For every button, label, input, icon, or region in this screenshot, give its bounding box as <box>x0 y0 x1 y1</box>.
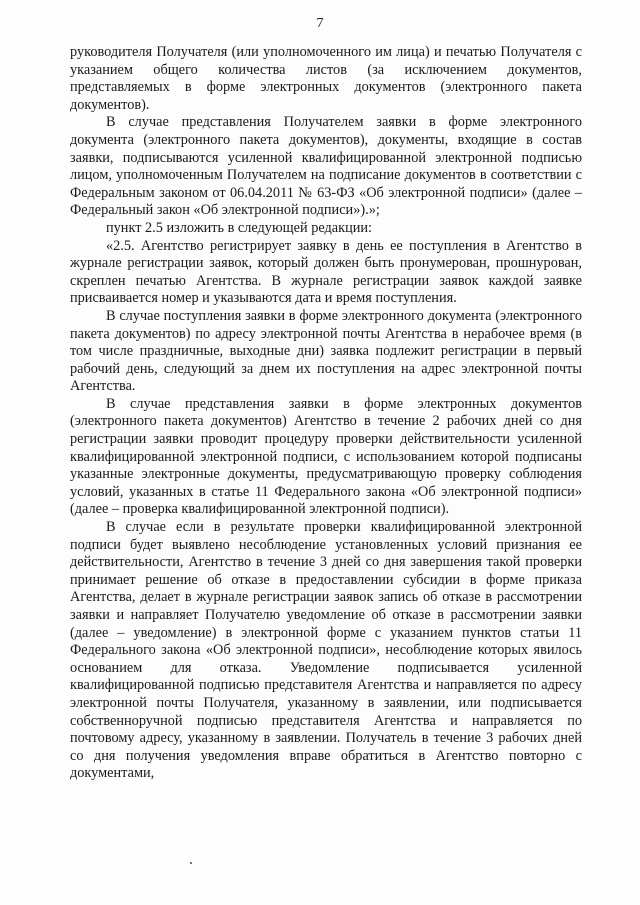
paragraph: В случае представления заявки в форме электронных документов (электронного пакета документов) Агентство в течение 2 рабочих дней со дня регистрации заявки проводит процедуру проверки действительности усиленной квалифицированной электронной подписи, с использованием которой подписаны указанные электронные документы, предусматривающую проверку соблюдения условий, указанных в статье 11 Федерального закона «Об электронной подписи» (далее – проверка квалифицированной электронной подписи). <box>70 395 582 518</box>
paragraph: «2.5. Агентство регистрирует заявку в день ее поступления в Агентство в журнале регистрации заявок, который должен быть пронумерован, прошнурован, скреплен печатью Агентства. В журнале регистрации заявок каждой заявке присваивается номер и указываются дата и время поступления. <box>70 237 582 307</box>
document-body <box>70 44 582 783</box>
paragraph: В случае если в результате проверки квалифицированной электронной подписи будет выявлено несоблюдение установленных условий признания ее действительности, Агентство в течение 3 дней со дня завершения такой проверки принимает решение об отказе в предоставлении субсидии в форме приказа Агентства, делает в журнале регистрации заявок запись об отказе в рассмотрении заявки и направляет Получателю уведомление об отказе в рассмотрении заявки (далее – уведомление) в электронной форме с указанием пунктов статьи 11 Федерального закона «Об электронной подписи», несоблюдение которых явилось основанием для отказа. Уведомление подписывается усиленной квалифицированной подписью представителя Агентства и направляется по адресу электронной почты Получателя, указанному в заявлении, или подписывается собственноручной подписью представителя Агентства и направляется по почтовому адресу, указанному в заявлении. Получатель в течение 3 рабочих дней со дня получения уведомления вправе обратиться в Агентство повторно с документами, <box>70 519 582 782</box>
paragraph: В случае поступления заявки в форме электронного документа (электронного пакета документов) по адресу электронной почты Агентства в нерабочее время (в том числе праздничные, выходные дни) заявка подлежит регистрации в первый рабочий день, следующий за днем их поступления на адрес электронной почты Агентства. <box>70 307 582 395</box>
page-number: 7 <box>316 16 324 31</box>
paragraph: пункт 2.5 изложить в следующей редакции: <box>106 219 373 236</box>
paragraph: В случае представления Получателем заявки в форме электронного документа (электронного пакета документов), документы, входящие в состав заявки, подписываются усиленной квалифицированной электронной подписью лицом, уполномоченным Получателем на подписание документов в соответствии с Федеральным законом от 06.04.2011 № 63-ФЗ «Об электронной подписи» (далее – Федеральный закон «Об электронной подписи»).»; <box>70 114 582 219</box>
paragraph: руководителя Получателя (или уполномоченного им лица) и печатью Получателя с указанием общего количества листов (за исключением документов, представляемых в форме электронных документов (электронного пакета документов). <box>70 44 582 113</box>
scan-speck <box>190 862 192 864</box>
